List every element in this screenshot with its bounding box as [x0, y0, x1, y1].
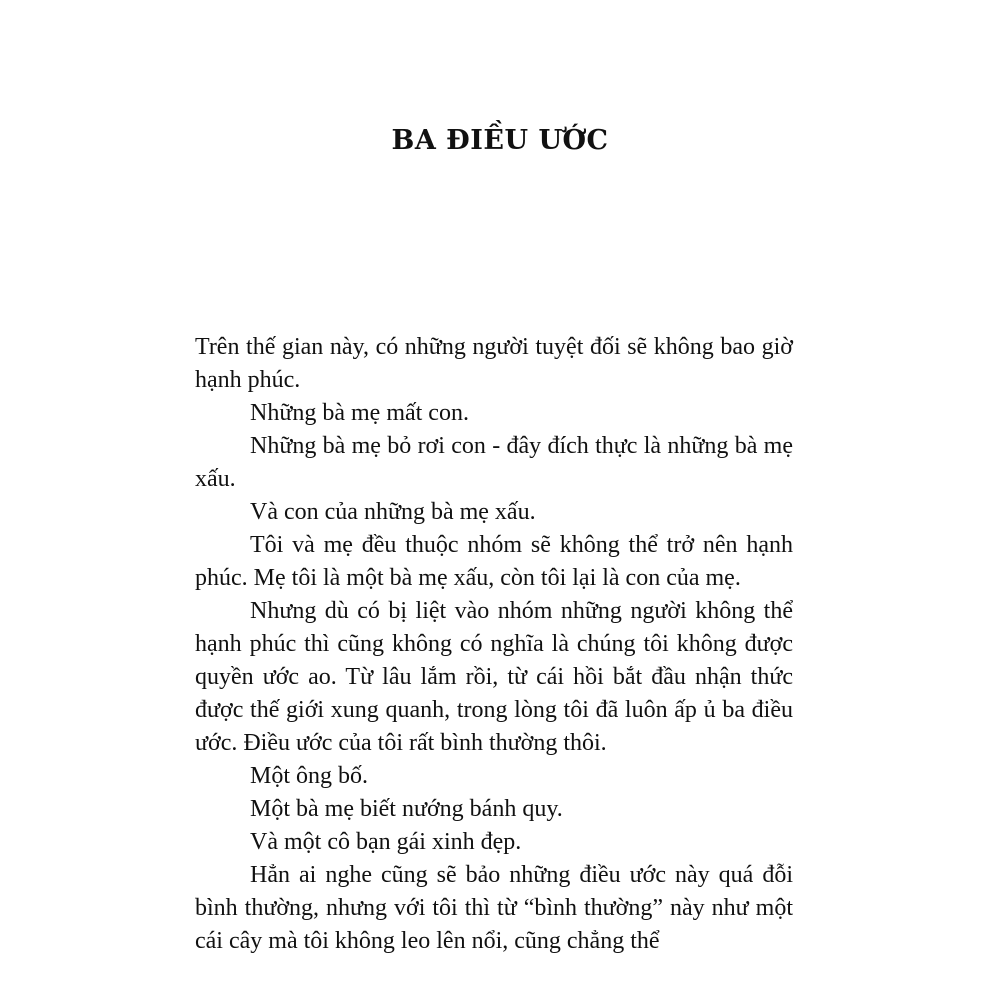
paragraph: Một ông bố. — [250, 763, 369, 789]
chapter-title: BA ĐIỀU ƯỚC — [391, 125, 609, 156]
paragraph: Nhưng dù có bị liệt vào nhóm những người không thể hạnh phúc thì cũng không có nghĩa là chúng tôi không được quyền ước ao. Từ lâu lắm rồi, từ cái hồi bắt đầu nhận thức được thế giới xung quanh, trong lòng tôi đã luôn ấp ủ ba điều ước. Điều ước của tôi rất bình thường thôi. — [195, 598, 793, 756]
paragraph: Trên thế gian này, có những người tuyệt đối sẽ không bao giờ hạnh phúc. — [195, 334, 793, 393]
paragraph: Những bà mẹ mất con. — [250, 400, 469, 426]
paragraph: Và con của những bà mẹ xấu. — [250, 499, 536, 525]
paragraph: Hẳn ai nghe cũng sẽ bảo những điều ước này quá đỗi bình thường, nhưng với tôi thì từ “bình thường” này như một cái cây mà tôi không leo lên nổi, cũng chẳng thể — [195, 862, 793, 954]
paragraph: Tôi và mẹ đều thuộc nhóm sẽ không thể trở nên hạnh phúc. Mẹ tôi là một bà mẹ xấu, còn tôi lại là con của mẹ. — [195, 532, 793, 591]
paragraph: Những bà mẹ bỏ rơi con - đây đích thực là những bà mẹ xấu. — [195, 433, 793, 492]
chapter-body — [195, 331, 793, 958]
paragraph: Và một cô bạn gái xinh đẹp. — [250, 829, 522, 855]
paragraph: Một bà mẹ biết nướng bánh quy. — [250, 796, 563, 822]
